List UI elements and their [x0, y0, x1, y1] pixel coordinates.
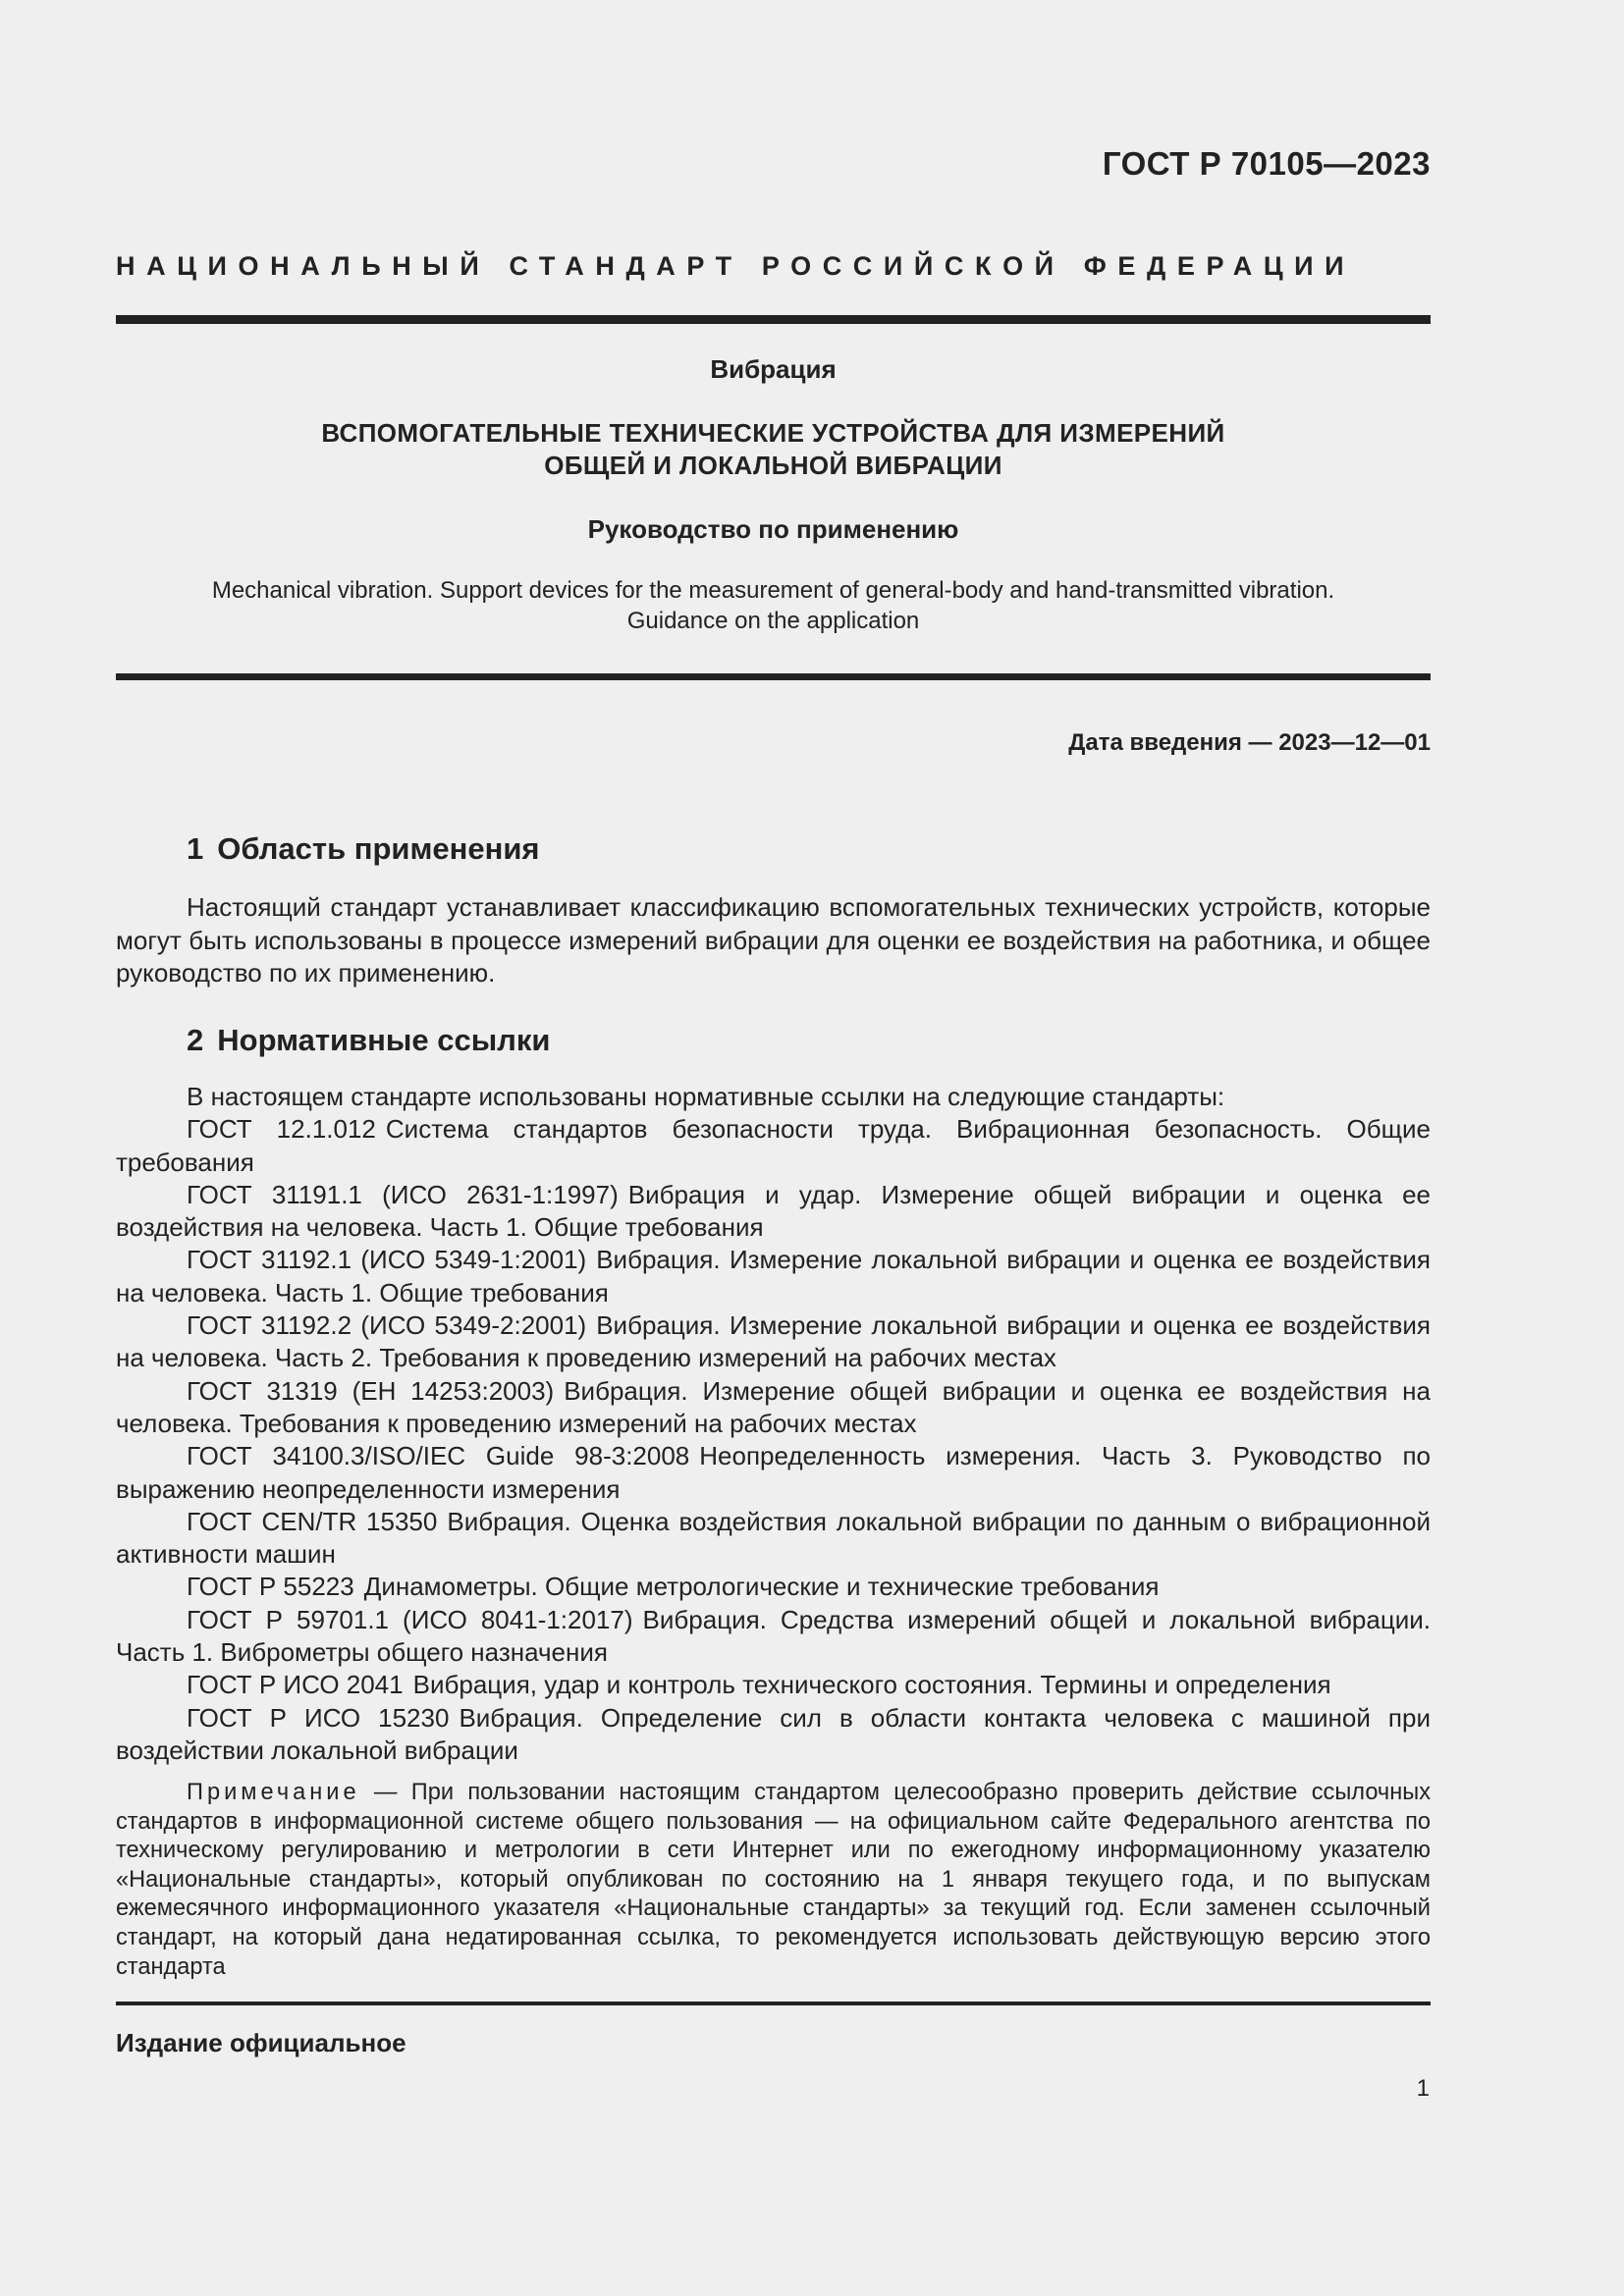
- reference-item: [116, 1113, 1431, 1179]
- reference-code: ГОСТ 31319 (ЕН 14253:2003): [187, 1375, 555, 1406]
- english-title-line-1: Mechanical vibration. Support devices for the measurement of general-body and hand-transmitted vibration.: [211, 577, 1335, 604]
- document-title: [116, 417, 1431, 482]
- section-1-number: 1: [187, 831, 204, 866]
- reference-code: ГОСТ Р 55223: [187, 1572, 354, 1602]
- section-1-text: Настоящий стандарт устанавливает классификацию вспомогательных технических устройств, которые могут быть использованы в процессе измерений вибрации для оценки ее воздействия на работника, и общее руководство по их применению.: [116, 892, 1431, 988]
- reference-item: [116, 1309, 1431, 1375]
- reference-code: ГОСТ 12.1.012: [187, 1114, 376, 1145]
- reference-item: [116, 1702, 1431, 1768]
- title-line-1: ВСПОМОГАТЕЛЬНЫЕ ТЕХНИЧЕСКИЕ УСТРОЙСТВА ДЛЯ ИЗМЕРЕНИЙ: [321, 418, 1225, 448]
- top-rule: [116, 315, 1431, 324]
- official-edition-label: Издание официальное: [116, 2028, 406, 2057]
- references-note: [116, 1779, 1431, 1982]
- section-2-heading: [187, 1023, 550, 1058]
- reference-title: Вибрация. Средства измерений общей и локальной вибрации. Часть 1. Виброметры общего назначения: [116, 1604, 1431, 1668]
- section-2-number: 2: [187, 1023, 204, 1057]
- reference-code: ГОСТ Р 59701.1 (ИСО 8041-1:2017): [187, 1604, 633, 1634]
- reference-title: Неопределенность измерения. Часть 3. Руководство по выражению неопределенности измерения: [116, 1441, 1431, 1504]
- reference-title: Система стандартов безопасности труда. Вибрационная безопасность. Общие требования: [116, 1114, 1431, 1177]
- reference-item: [116, 1375, 1431, 1441]
- national-standard-heading: НАЦИОНАЛЬНЫЙ СТАНДАРТ РОССИЙСКОЙ ФЕДЕРАЦИИ: [116, 251, 1356, 281]
- document-subtitle: Руководство по применению: [587, 514, 959, 544]
- references-lead: В настоящем стандарте использованы нормативные ссылки на следующие стандарты:: [187, 1082, 1225, 1111]
- reference-title: Динамометры. Общие метрологические и технические требования: [363, 1572, 1160, 1602]
- reference-title: Вибрация. Измерение локальной вибрации и оценка ее воздействия на человека. Часть 1. Общие требования: [116, 1245, 1431, 1308]
- english-title: [116, 575, 1431, 636]
- document-code: ГОСТ Р 70105—2023: [1102, 145, 1431, 182]
- reference-item: [116, 1506, 1431, 1572]
- note-label: Примечание: [187, 1780, 360, 1805]
- reference-title: Вибрация. Определение сил в области контакта человека с машиной при воздействии локальной вибрации: [116, 1702, 1431, 1765]
- reference-title: Вибрация и удар. Измерение общей вибрации и оценка ее воздействия на человека. Часть 1. Общие требования: [116, 1179, 1431, 1243]
- page-number: 1: [1416, 2075, 1430, 2102]
- reference-item: [116, 1179, 1431, 1245]
- introduction-date: Дата введения — 2023—12—01: [1068, 729, 1431, 756]
- reference-code: ГОСТ 31192.2 (ИСО 5349-2:2001): [187, 1310, 587, 1341]
- reference-title: Вибрация. Оценка воздействия локальной вибрации по данным о вибрационной активности машин: [116, 1506, 1431, 1570]
- reference-item: [116, 1669, 1431, 1701]
- reference-title: Вибрация, удар и контроль технического состояния. Термины и определения: [412, 1670, 1331, 1700]
- note-text: — При пользовании настоящим стандартом целесообразно проверить действие ссылочных стандартов в информационной системе общего пользования — на официальном сайте Федерального агентства по техническому регулированию и метрологии в сети Интернет или по ежегодному информационному указателю «Национальные стандарты», который опубликован по состоянию на 1 января текущего года, и по выпускам ежемесячного информационного указателя «Национальные стандарты» за текущий год. Если заменен ссылочный стандарт, на который дана недатированная ссылка, то рекомендуется использовать действующую версию этого стандарта: [116, 1780, 1431, 1980]
- reference-title: Вибрация. Измерение локальной вибрации и оценка ее воздействия на человека. Часть 2. Требования к проведению измерений на рабочих местах: [116, 1310, 1431, 1373]
- title-bottom-rule: [116, 673, 1431, 680]
- reference-item: [116, 1571, 1431, 1603]
- reference-code: ГОСТ CEN/TR 15350: [187, 1506, 438, 1536]
- footer-rule: [116, 2002, 1431, 2005]
- reference-code: ГОСТ 31192.1 (ИСО 5349-1:2001): [187, 1245, 587, 1275]
- reference-title: Вибрация. Измерение общей вибрации и оценка ее воздействия на человека. Требования к проведению измерений на рабочих местах: [116, 1375, 1431, 1438]
- reference-item: [116, 1244, 1431, 1309]
- section-1-title: Область применения: [217, 831, 540, 866]
- title-line-2: ОБЩЕЙ И ЛОКАЛЬНОЙ ВИБРАЦИИ: [544, 451, 1002, 480]
- reference-code: ГОСТ Р ИСО 2041: [187, 1670, 404, 1700]
- section-2-title: Нормативные ссылки: [217, 1023, 551, 1057]
- english-title-line-2: Guidance on the application: [626, 608, 920, 634]
- document-subject: Вибрация: [710, 354, 837, 384]
- reference-item: [116, 1440, 1431, 1506]
- reference-code: ГОСТ 34100.3/ISO/IEC Guide 98-3:2008: [187, 1441, 690, 1471]
- reference-code: ГОСТ 31191.1 (ИСО 2631-1:1997): [187, 1179, 619, 1209]
- normative-references: [116, 1081, 1431, 1767]
- section-1-heading: [187, 831, 540, 867]
- reference-code: ГОСТ Р ИСО 15230: [187, 1702, 450, 1733]
- reference-item: [116, 1604, 1431, 1670]
